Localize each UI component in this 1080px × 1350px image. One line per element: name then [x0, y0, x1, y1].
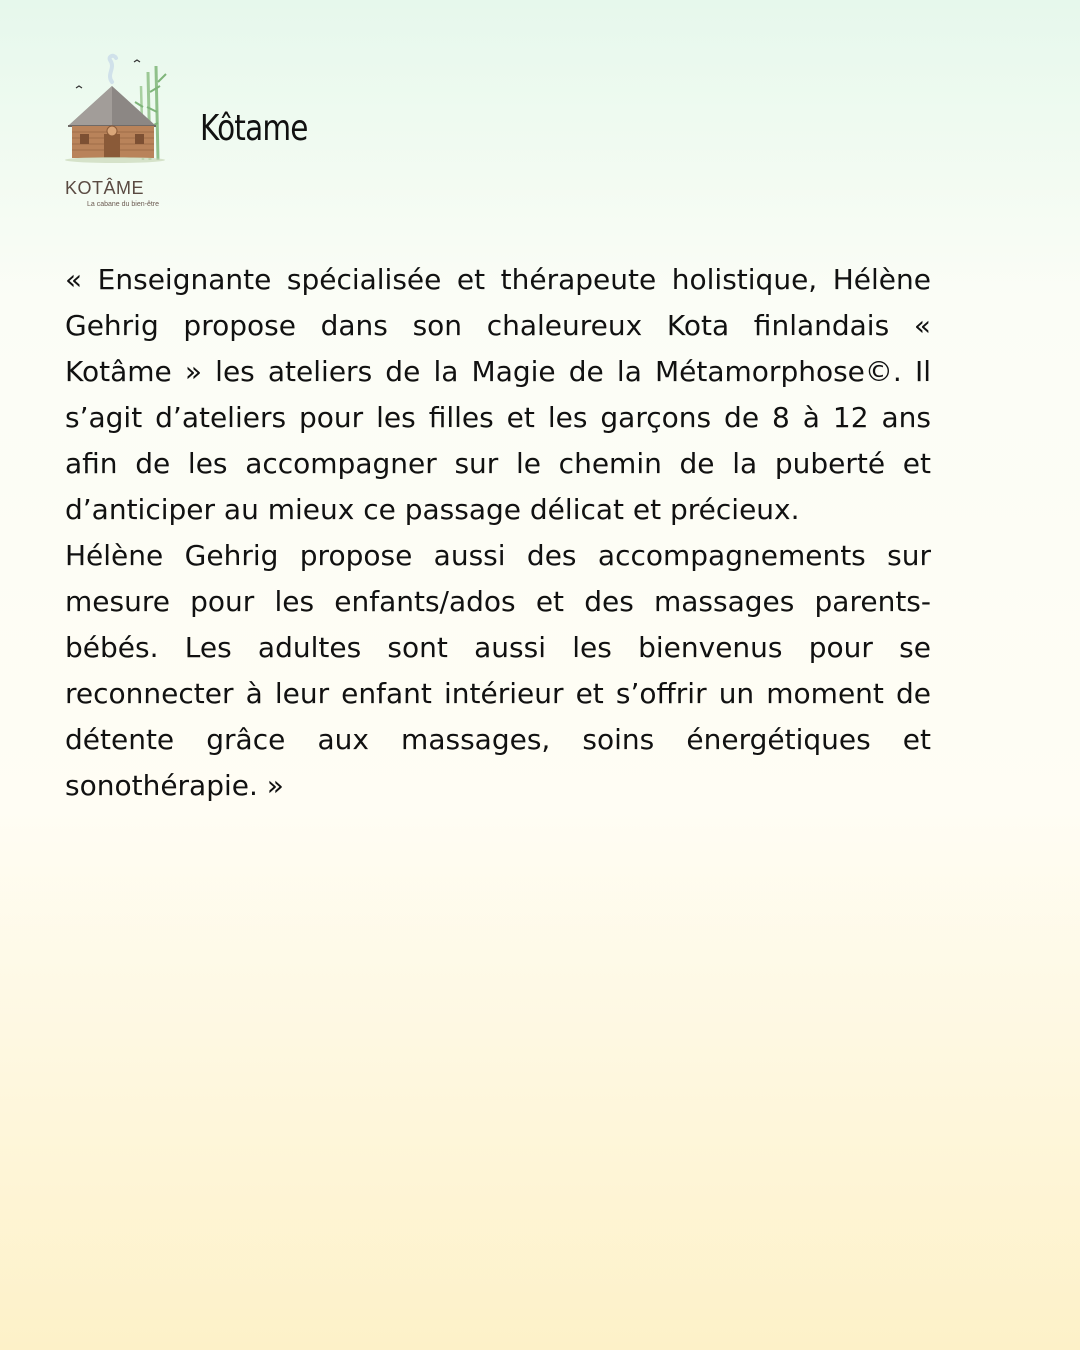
- paragraph-services: Hélène Gehrig propose aussi des accompagnements sur mesure pour les enfants/ados et des massages parents-bébés. Les adultes sont aussi les bienvenus pour se reconnecter à leur enfant intérieur et s’offrir un moment de détente grâce aux massages, soins énergétiques et sonothérapie. »: [65, 539, 931, 802]
- logo-tagline: La cabane du bien-être: [87, 201, 159, 208]
- paragraph-intro: « Enseignante spécialisée et thérapeute holistique, Hélène Gehrig propose dans son chaleureux Kota finlandais « Kotâme » les ateliers de la Magie de la Métamorphose©. Il s’agit d’ateliers pour les filles et les garçons de 8 à 12 ans afin de les accompagner sur le chemin de la puberté et d’anticiper au mieux ce passage délicat et précieux.: [65, 263, 931, 526]
- brand-title: Kôtame: [200, 108, 308, 149]
- logo-wordmark: KOTÂME: [65, 178, 145, 198]
- kotame-logo: [60, 52, 170, 212]
- quote-body: [65, 257, 931, 809]
- cabin-illustration-icon: [60, 52, 170, 177]
